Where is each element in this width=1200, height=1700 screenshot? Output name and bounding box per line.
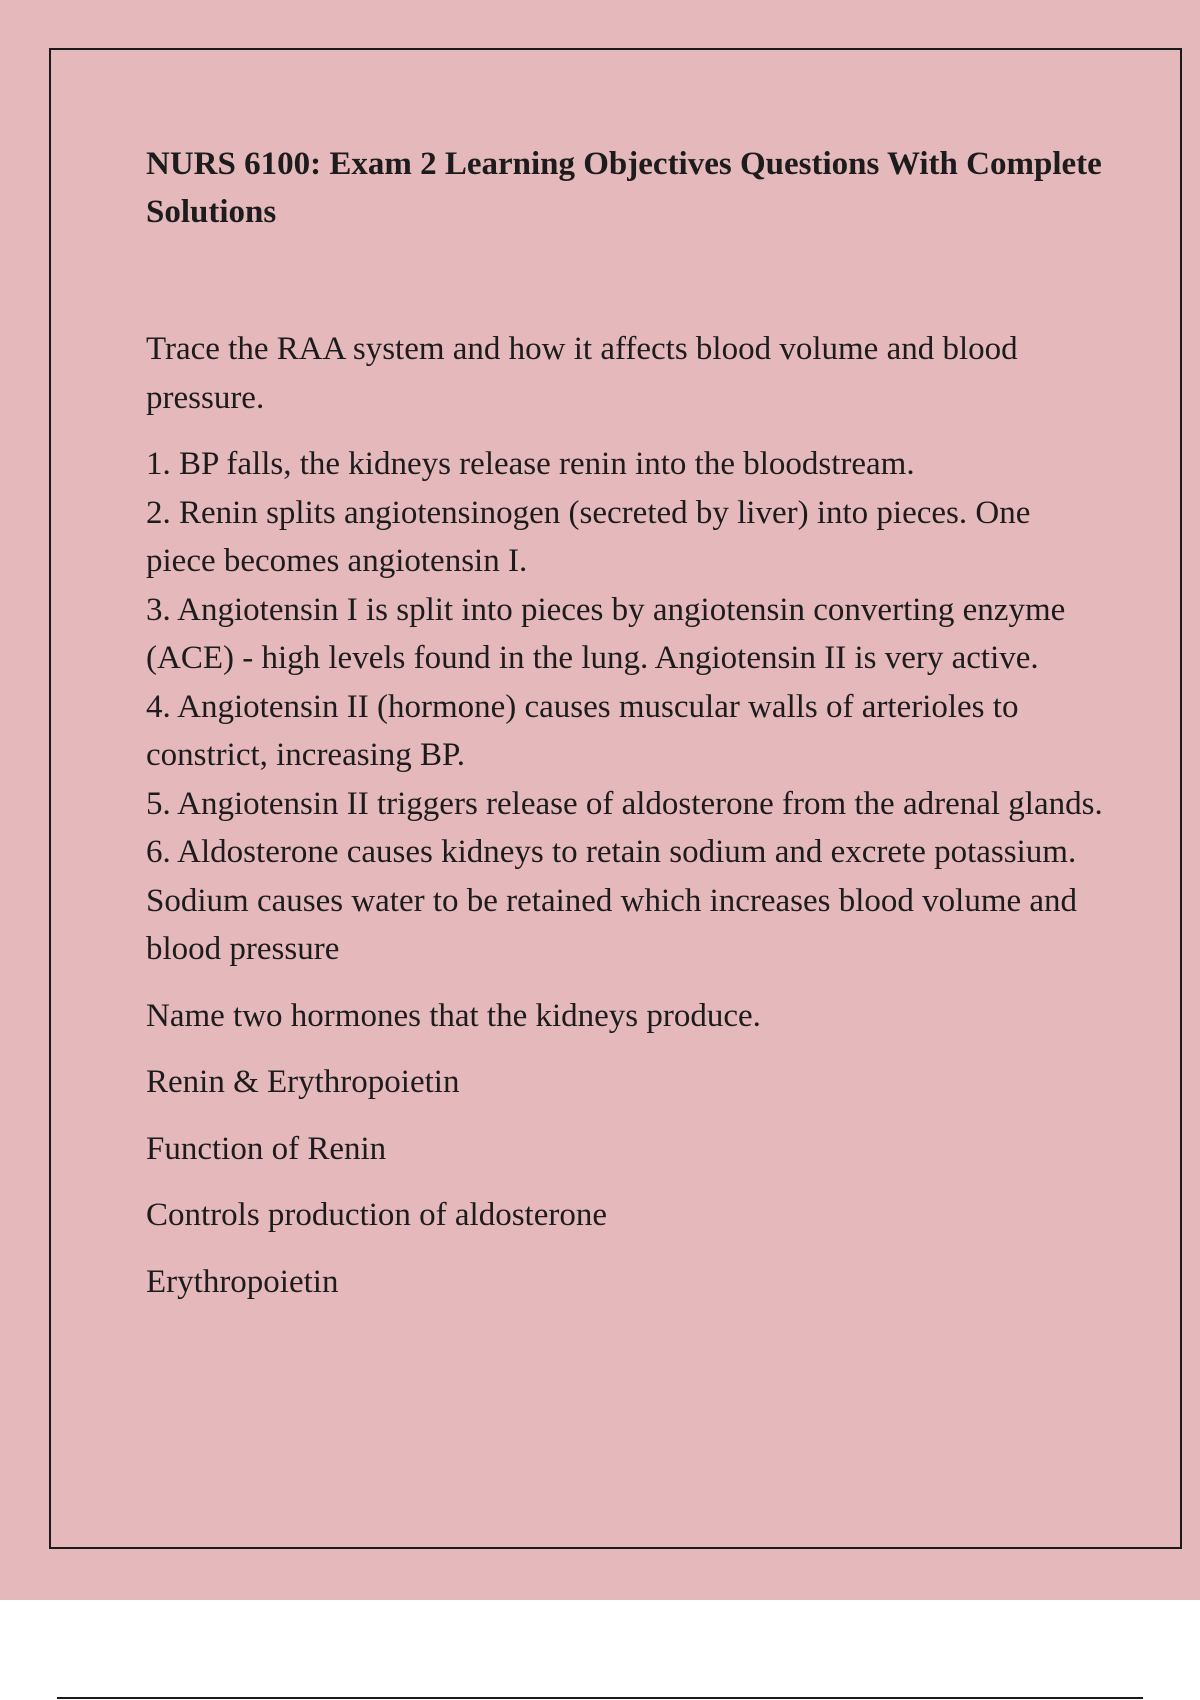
question-kidney-hormones: Name two hormones that the kidneys produce.: [146, 997, 761, 1034]
answer-raa-system: [146, 440, 1106, 974]
document-content: [146, 140, 1106, 1306]
answer-step-5: 5. Angiotensin II triggers release of aldosterone from the adrenal glands.: [146, 785, 1103, 822]
answer-step-1: 1. BP falls, the kidneys release renin into the bloodstream.: [146, 446, 915, 482]
answer-kidney-hormones: Renin & Erythropoietin: [146, 1064, 460, 1100]
question-renin-function: Function of Renin: [146, 1130, 387, 1167]
question-erythropoietin: Erythropoietin: [146, 1263, 339, 1300]
answer-step-4: 4. Angiotensin II (hormone) causes muscular walls of arterioles to constrict, increasing BP.: [146, 688, 1019, 773]
document-title: NURS 6100: Exam 2 Learning Objectives Questions With Complete Solutions: [146, 146, 1102, 230]
answer-step-2: 2. Renin splits angiotensinogen (secreted by liver) into pieces. One piece becomes angiotensin I.: [146, 494, 1031, 579]
answer-renin-function: Controls production of aldosterone: [146, 1197, 608, 1233]
bottom-divider: [57, 1697, 1143, 1699]
answer-step-3: 3. Angiotensin I is split into pieces by angiotensin converting enzyme (ACE) - high levels found in the lung. Angiotensin II is very active.: [146, 591, 1066, 676]
question-raa-system: Trace the RAA system and how it affects blood volume and blood pressure.: [146, 331, 1018, 416]
answer-step-6: 6. Aldosterone causes kidneys to retain sodium and excrete potassium. Sodium causes water to be retained which increases blood volume and blood pressure: [146, 834, 1078, 967]
